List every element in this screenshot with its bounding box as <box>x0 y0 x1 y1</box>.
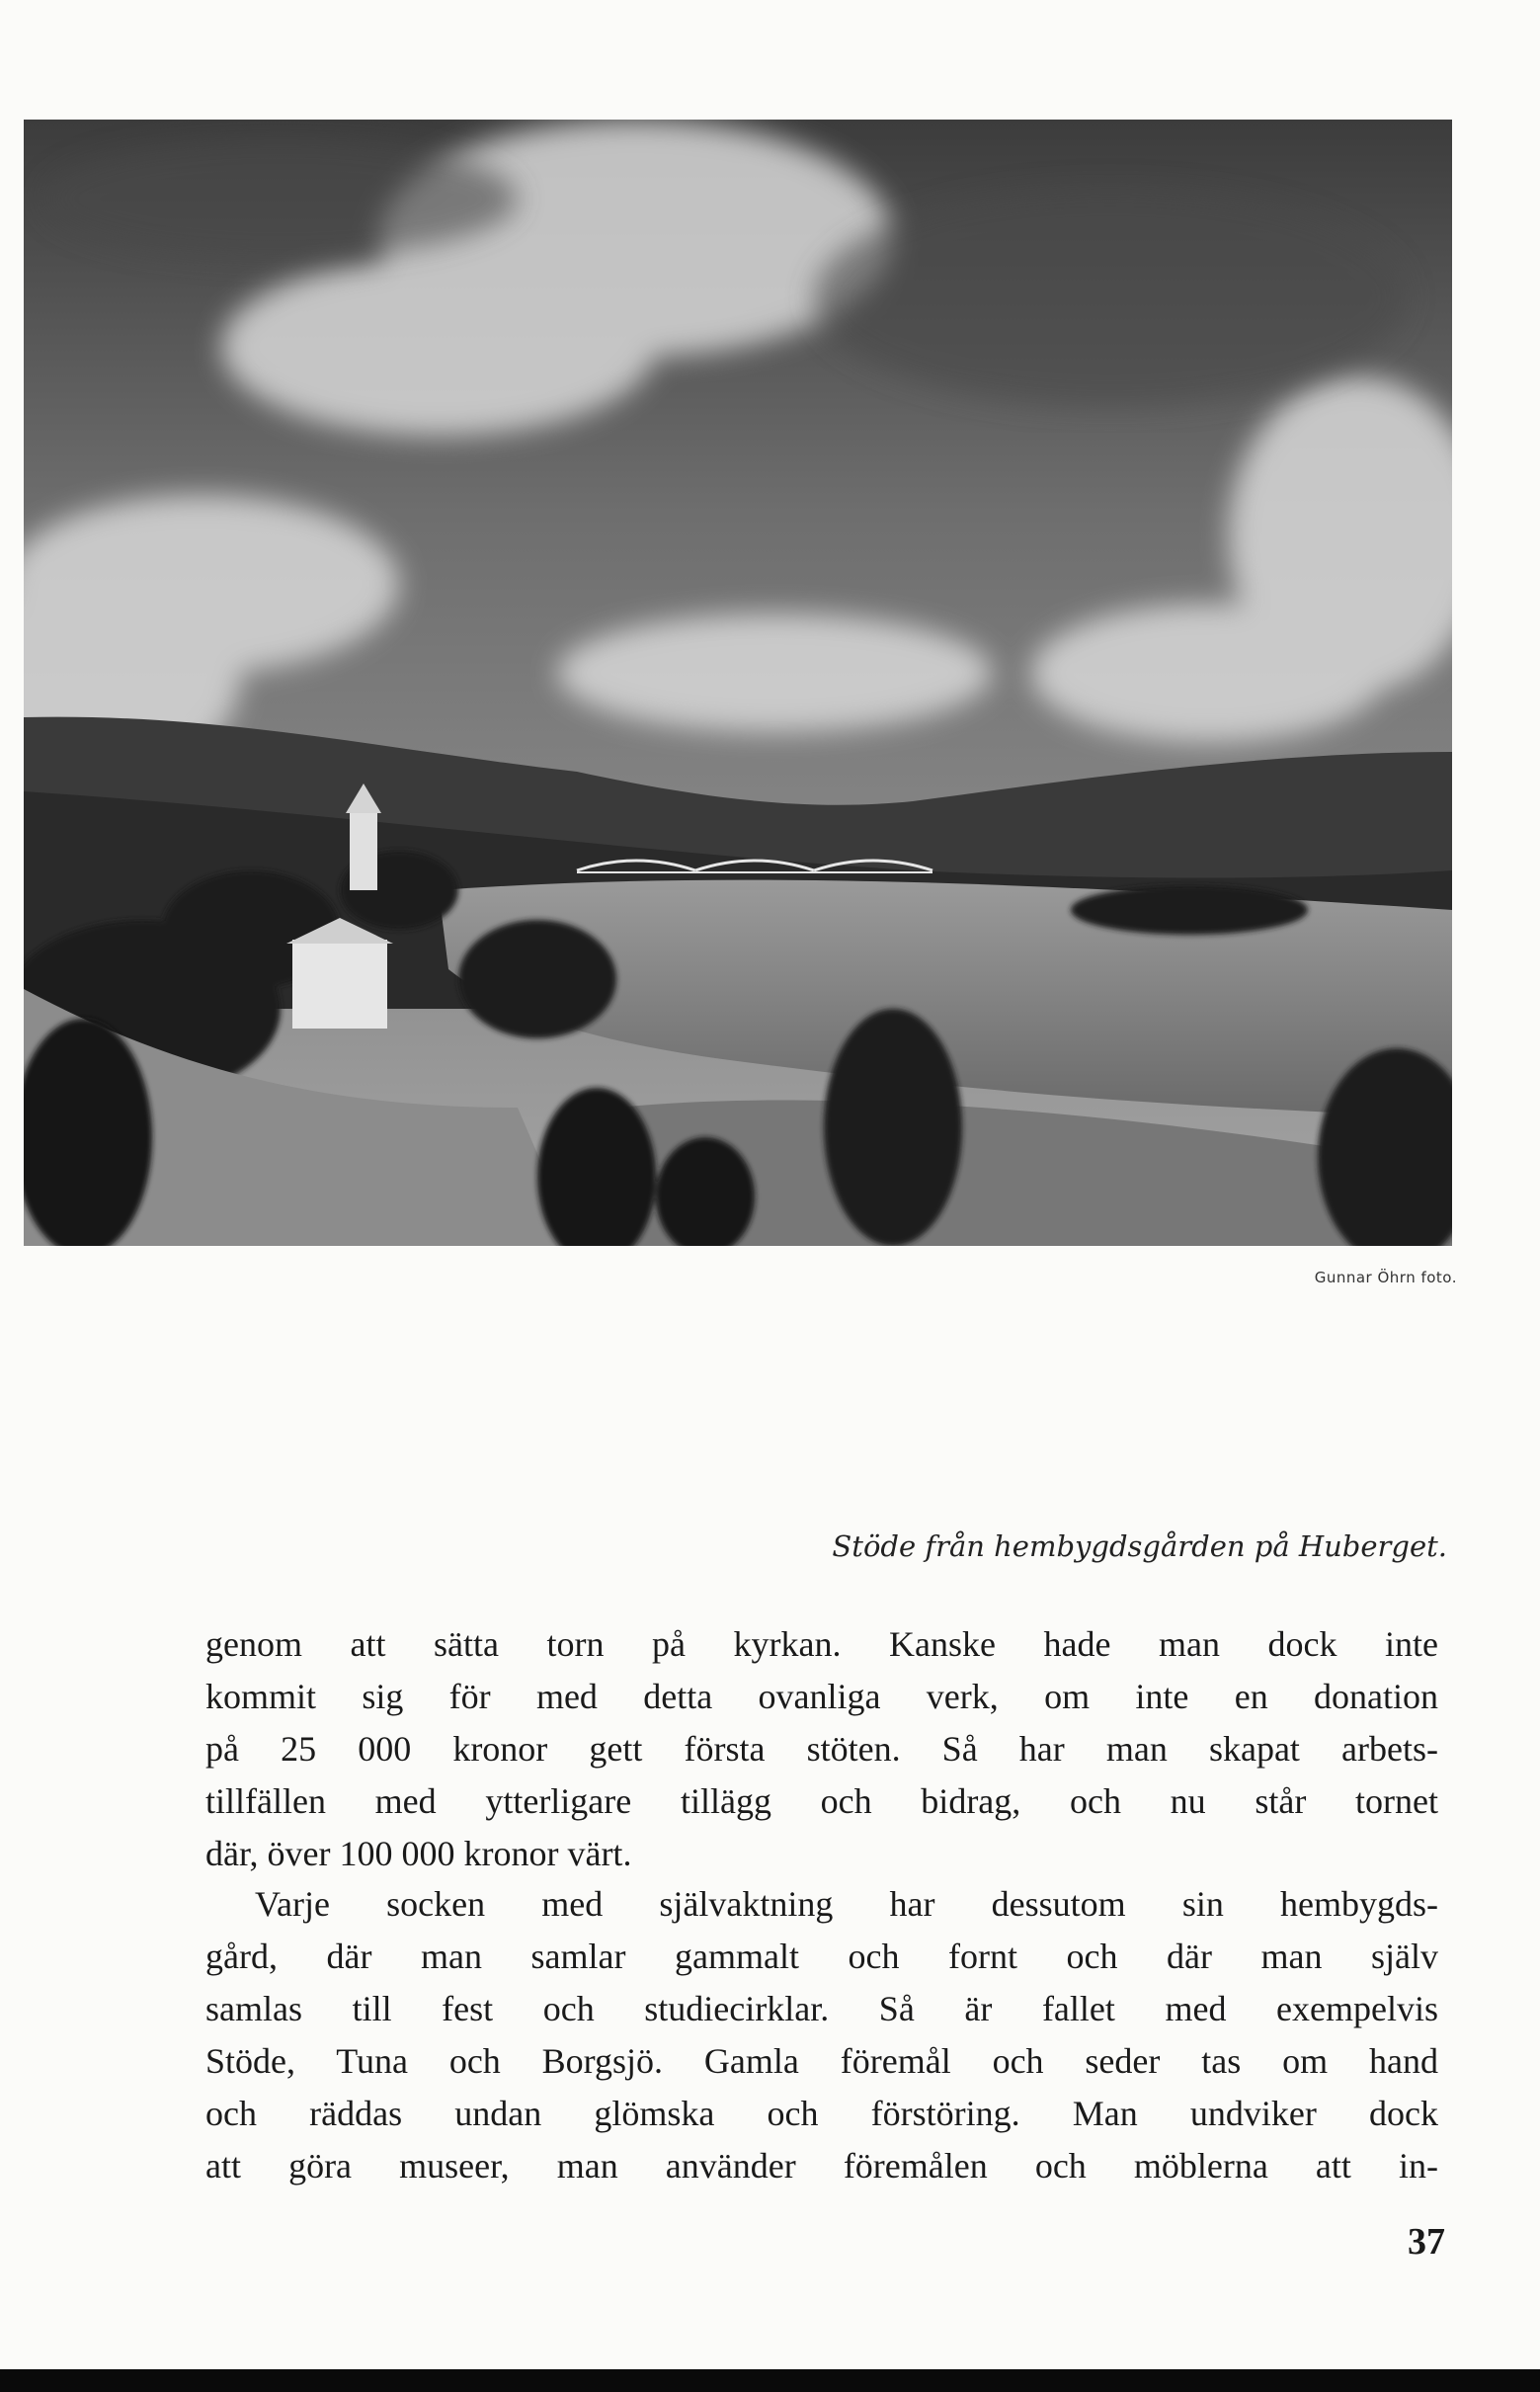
text-line: där, över 100 000 kronor värt. <box>205 1834 632 1873</box>
text-line: gård, där man samlar gammalt och fornt och där man själv <box>205 1937 1438 1976</box>
landscape-photo <box>24 120 1452 1246</box>
scan-edge <box>0 2369 1540 2392</box>
text-line: tillfällen med ytterligare tillägg och bidrag, och nu står tornet <box>205 1781 1438 1821</box>
text-line: på 25 000 kronor gett första stöten. Så har man skapat arbets- <box>205 1729 1438 1769</box>
text-line: kommit sig för med detta ovanliga verk, om inte en donation <box>205 1677 1438 1716</box>
text-line: Stöde, Tuna och Borgsjö. Gamla föremål och seder tas om hand <box>205 2041 1438 2081</box>
paragraph-2 <box>205 1878 1438 2192</box>
text-line: samlas till fest och studiecirklar. Så är fallet med exempelvis <box>205 1989 1438 2028</box>
text-line: att göra museer, man använder föremålen och möblerna att in- <box>205 2146 1438 2186</box>
text-line: genom att sätta torn på kyrkan. Kanske hade man dock inte <box>205 1624 1438 1664</box>
page-number: 37 <box>1408 2221 1445 2263</box>
photo-caption: Stöde från hembygdsgården på Huberget. <box>832 1529 1447 1563</box>
text-line: och räddas undan glömska och förstöring. Man undviker dock <box>205 2094 1438 2133</box>
photo-credit: Gunnar Öhrn foto. <box>1314 1269 1457 1286</box>
paragraph-1 <box>205 1618 1438 1880</box>
text-line: Varje socken med självaktning har dessutom sin hembygds- <box>255 1884 1438 1924</box>
